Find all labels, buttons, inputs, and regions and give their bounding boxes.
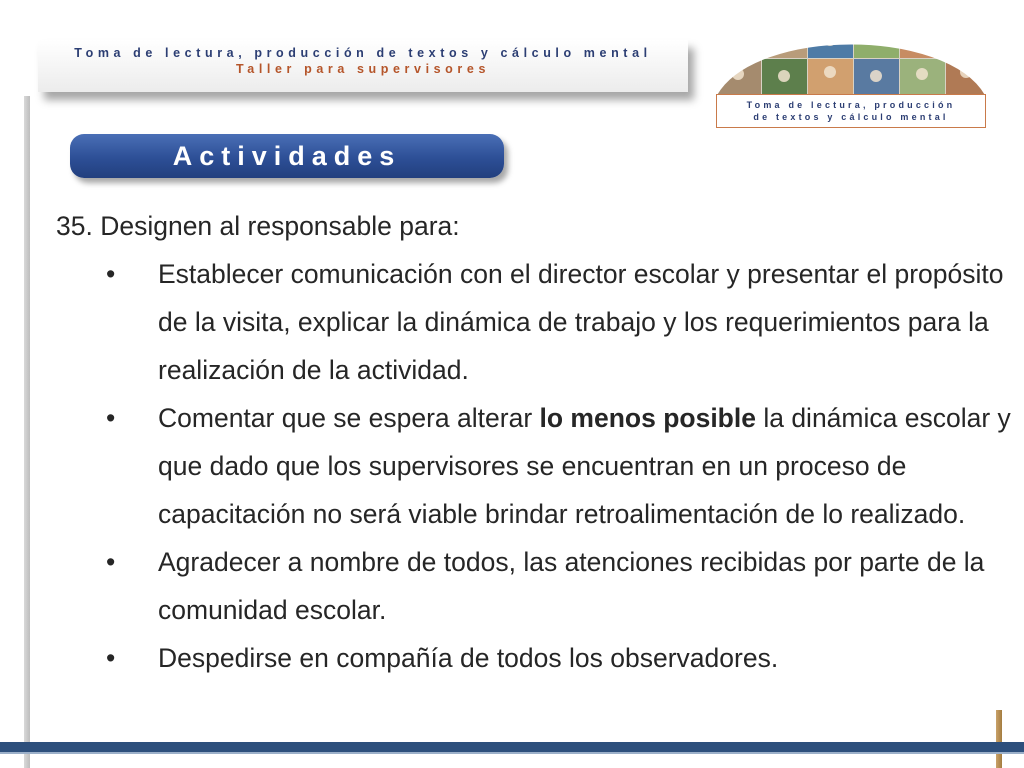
photo-collage-arch-icon	[716, 16, 986, 96]
list-item	[56, 634, 1016, 682]
corner-decorative-bar	[996, 710, 1002, 768]
list-item	[56, 250, 1016, 394]
bullet-text: Agradecer a nombre de todos, las atenciones recibidas por parte de la comunidad escolar.	[158, 547, 985, 625]
bullet-text-after: la dinámica escolar y que dado que los supervisores se encuentran en un proceso de capacitación no será viable brindar retroalimentación de lo realizado.	[158, 403, 1011, 529]
list-item	[56, 538, 1016, 634]
activity-item-title: 35. Designen al responsable para:	[56, 211, 460, 241]
program-logo	[716, 16, 986, 128]
logo-caption	[716, 94, 986, 128]
left-decorative-rule	[24, 96, 30, 768]
logo-caption-line1: Toma de lectura, producción	[746, 100, 956, 110]
bullet-icon: •	[106, 643, 116, 673]
bullet-text: Despedirse en compañía de todos los observadores.	[158, 643, 779, 673]
list-item	[56, 394, 1016, 538]
header-title: Toma de lectura, producción de textos y cálculo mental	[74, 46, 652, 60]
bullet-text: Establecer comunicación con el director escolar y presentar el propósito de la visita, explicar la dinámica de trabajo y los requerimientos para la realización de la actividad.	[158, 259, 1004, 385]
section-title-pill: Actividades	[70, 134, 504, 178]
header-subtitle: Taller para supervisores	[236, 62, 490, 76]
bottom-band	[0, 742, 1024, 752]
bullet-text-before: Comentar que se espera alterar	[158, 403, 540, 433]
activity-bullet-list	[56, 250, 1016, 682]
bottom-band-accent	[0, 752, 1024, 754]
bullet-icon: •	[106, 403, 116, 433]
activity-content	[56, 202, 1016, 682]
logo-caption-line2: de textos y cálculo mental	[753, 112, 949, 122]
bullet-text-emphasis: lo menos posible	[539, 403, 756, 433]
header-banner	[38, 40, 688, 92]
bullet-icon: •	[106, 547, 116, 577]
bullet-icon: •	[106, 259, 116, 289]
